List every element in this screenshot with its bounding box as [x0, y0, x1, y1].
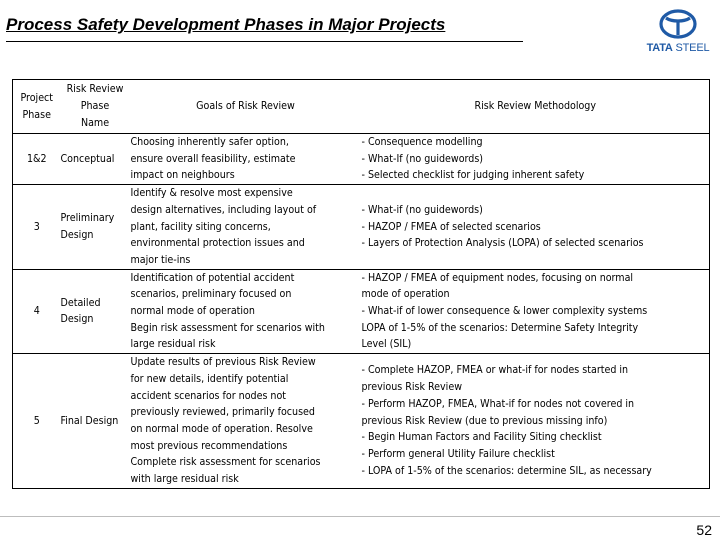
cell-methodology-line: Level (SIL) — [361, 338, 412, 351]
cell-phase-name-line: Design — [60, 313, 94, 326]
cell-goals — [130, 185, 361, 270]
cell-goals-line: scenarios, preliminary focused on — [130, 288, 292, 301]
cell-goals-line: large residual risk — [130, 338, 216, 351]
cell-project-phase: 4 — [13, 269, 60, 354]
cell-methodology — [361, 134, 710, 185]
cell-phase-name-line: Preliminary — [60, 212, 115, 225]
cell-goals-line: most previous recommendations — [130, 439, 288, 452]
header-project-phase — [13, 80, 60, 134]
cell-methodology — [361, 269, 710, 354]
cell-goals-line: Begin risk assessment for scenarios with — [130, 321, 325, 334]
cell-methodology-line: - What-if of lower consequence & lower complexity systems — [361, 305, 648, 318]
cell-goals-line: Choosing inherently safer option, — [130, 136, 289, 148]
cell-methodology-line: previous Risk Review (due to previous missing info) — [361, 414, 608, 427]
cell-phase-name — [60, 354, 130, 489]
cell-methodology-line: - HAZOP / FMEA of equipment nodes, focusing on normal — [361, 271, 634, 284]
header-goals: Goals of Risk Review — [130, 80, 361, 134]
cell-phase-name — [60, 269, 130, 354]
slide-title: Process Safety Development Phases in Major Projects — [6, 15, 446, 34]
table-row — [13, 269, 710, 354]
cell-goals-line: Update results of previous Risk Review — [130, 356, 316, 369]
cell-goals-line: design alternatives, including layout of — [130, 203, 317, 216]
header-project-phase-line: Project — [20, 91, 54, 104]
cell-methodology-line: mode of operation — [361, 288, 450, 301]
cell-goals-line: with large residual risk — [130, 473, 239, 486]
cell-methodology-line: - Begin Human Factors and Facility Siting checklist — [361, 431, 602, 444]
cell-project-phase: 5 — [13, 354, 60, 489]
cell-methodology-line: - What-If (no guidewords) — [361, 152, 484, 165]
header-methodology: Risk Review Methodology — [361, 80, 710, 134]
cell-phase-name-line: Design — [60, 228, 94, 241]
header-phase-name — [60, 80, 130, 134]
cell-goals-line: on normal mode of operation. Resolve — [130, 422, 313, 435]
cell-project-phase: 1&2 — [26, 152, 47, 165]
cell-goals-line: major tie-ins — [130, 253, 191, 266]
cell-project-phase: 3 — [13, 185, 60, 270]
cell-goals-line: for new details, identify potential — [130, 372, 289, 385]
footer-divider — [0, 516, 720, 517]
cell-methodology-line: - Perform HAZOP, FMEA, What-if for nodes not covered in — [361, 397, 635, 410]
cell-goals-line: Complete risk assessment for scenarios — [130, 456, 321, 469]
cell-phase-name-line: Detailed — [60, 296, 101, 309]
cell-phase-name-line: Final Design — [60, 414, 119, 427]
cell-goals-line: normal mode of operation — [130, 305, 255, 318]
cell-methodology-line: - Selected checklist for judging inherent safety — [361, 169, 585, 182]
cell-methodology — [361, 354, 710, 489]
cell-phase-name — [60, 185, 130, 270]
brand-wordmark — [646, 42, 710, 54]
cell-methodology-line: LOPA of 1-5% of the scenarios: Determine Safety Integrity — [361, 321, 639, 334]
cell-methodology-line: previous Risk Review — [361, 381, 462, 394]
header-phase-name-line: Phase — [80, 100, 110, 113]
cell-goals — [130, 269, 361, 354]
cell-goals-line: Identify & resolve most expensive — [130, 187, 293, 200]
cell-methodology-line: - HAZOP / FMEA of selected scenarios — [361, 220, 541, 233]
cell-methodology-line: - Consequence modelling — [361, 136, 483, 148]
page-number: 52 — [696, 522, 712, 538]
cell-methodology-line: - What-if (no guidewords) — [361, 203, 483, 216]
cell-methodology-line: - LOPA of 1-5% of the scenarios: determine SIL, as necessary — [361, 464, 652, 477]
cell-goals — [130, 354, 361, 489]
cell-methodology-line: - Layers of Protection Analysis (LOPA) of selected scenarios — [361, 237, 644, 250]
cell-methodology — [361, 185, 710, 270]
cell-goals-line: plant, facility siting concerns, — [130, 220, 271, 233]
cell-goals — [130, 134, 361, 185]
cell-goals-line: ensure overall feasibility, estimate — [130, 152, 296, 165]
cell-goals-line: impact on neighbours — [130, 169, 235, 182]
tata-steel-logo — [646, 8, 710, 56]
table-row — [13, 354, 710, 489]
cell-methodology-line: - Perform general Utility Failure checklist — [361, 448, 555, 460]
brand-bold: TATA — [646, 42, 673, 54]
brand-light: STEEL — [672, 42, 710, 54]
cell-goals-line: accident scenarios for nodes not — [130, 389, 287, 402]
cell-phase-name — [60, 134, 130, 185]
header-phase-name-line: Risk Review — [66, 83, 124, 96]
risk-review-table — [12, 79, 710, 489]
table-row — [13, 185, 710, 270]
header-project-phase-line: Phase — [22, 108, 51, 121]
header-phase-name-line: Name — [80, 116, 110, 129]
cell-goals-line: previously reviewed, primarily focused — [130, 406, 315, 419]
cell-goals-line: environmental protection issues and — [130, 237, 305, 250]
cell-methodology-line: - Complete HAZOP, FMEA or what-if for nodes started in — [361, 364, 629, 377]
cell-goals-line: Identification of potential accident — [130, 271, 295, 284]
table-row — [13, 134, 710, 185]
cell-phase-name-line: Conceptual — [60, 152, 115, 165]
table-header-row — [13, 80, 710, 134]
tata-emblem-icon — [646, 8, 710, 42]
title-underline-divider — [6, 41, 523, 42]
